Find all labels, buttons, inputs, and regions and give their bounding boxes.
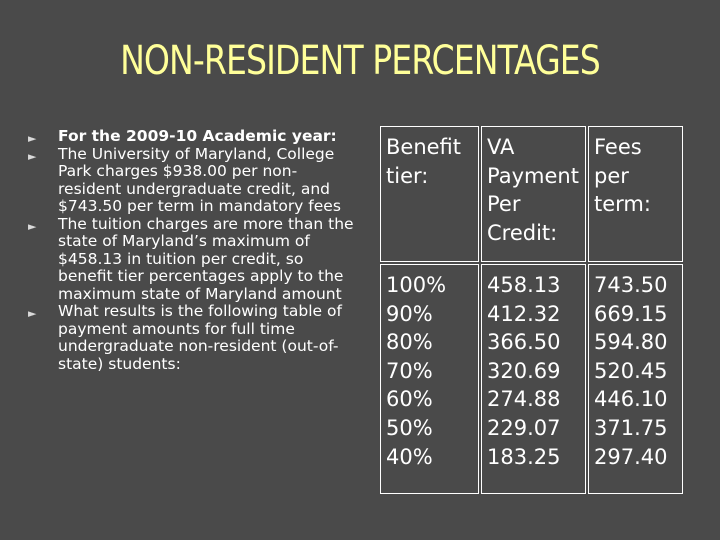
bullet-item bbox=[26, 128, 356, 146]
table-cell: 60% bbox=[386, 387, 433, 412]
table-cell: 100% bbox=[386, 273, 447, 297]
triangle-right-icon: ► bbox=[28, 149, 37, 163]
header-benefit-tier: Benefit tier: bbox=[380, 126, 479, 262]
bullet-item bbox=[26, 216, 356, 304]
bullet-item bbox=[26, 303, 356, 373]
table-cell: 274.88 bbox=[487, 387, 561, 412]
table-cell: 371.75 bbox=[594, 415, 668, 440]
table-cell: 90% bbox=[386, 301, 433, 326]
table-cell: 183.25 bbox=[487, 444, 561, 469]
table-cell: 50% bbox=[386, 415, 433, 440]
triangle-right-icon: ► bbox=[28, 219, 37, 233]
table-cell: 594.80 bbox=[594, 330, 668, 355]
bullet-list bbox=[26, 128, 356, 373]
table-cell: 320.69 bbox=[487, 358, 561, 383]
table-cell: 229.07 bbox=[487, 415, 561, 440]
triangle-right-icon: ► bbox=[28, 307, 37, 320]
table-cell: 70% bbox=[386, 358, 433, 383]
header-va-payment: VA Payment Per Credit: bbox=[481, 126, 586, 262]
table-cell: 520.45 bbox=[594, 358, 668, 383]
triangle-right-icon: ► bbox=[28, 132, 37, 145]
bullet-text: What results is the following table of payment amounts for full time undergraduate non-resident (out-of-state) students: bbox=[58, 302, 342, 373]
header-fees-per-term: Fees per term: bbox=[588, 126, 683, 262]
fees-per-term-column bbox=[588, 264, 683, 494]
table-cell: 669.15 bbox=[594, 301, 668, 326]
payment-table bbox=[378, 124, 685, 496]
table-header-row bbox=[380, 126, 683, 262]
bullet-text: The tuition charges are more than the state of Maryland’s maximum of $458.13 in tuition per credit, so benefit tier percentages apply to the maximum state of Maryland amount bbox=[58, 214, 354, 303]
bullet-text: For the 2009-10 Academic year: bbox=[58, 127, 337, 145]
table-cell: 40% bbox=[386, 444, 433, 469]
table-body-row bbox=[380, 264, 683, 494]
table-cell: 446.10 bbox=[594, 387, 668, 412]
benefit-tier-column bbox=[380, 264, 479, 494]
table-cell: 743.50 bbox=[594, 273, 668, 297]
bullet-text: The University of Maryland, College Park charges $938.00 per non-resident undergraduate credit, and $743.50 per term in mandatory fees bbox=[58, 144, 341, 215]
va-payment-column bbox=[481, 264, 586, 494]
table-cell: 297.40 bbox=[594, 444, 668, 469]
bullet-item bbox=[26, 146, 356, 216]
slide-title: NON-RESIDENT PERCENTAGES bbox=[120, 38, 600, 84]
table-cell: 412.32 bbox=[487, 301, 561, 326]
table-cell: 80% bbox=[386, 330, 433, 355]
table-cell: 366.50 bbox=[487, 330, 561, 355]
table-cell: 458.13 bbox=[487, 273, 561, 297]
